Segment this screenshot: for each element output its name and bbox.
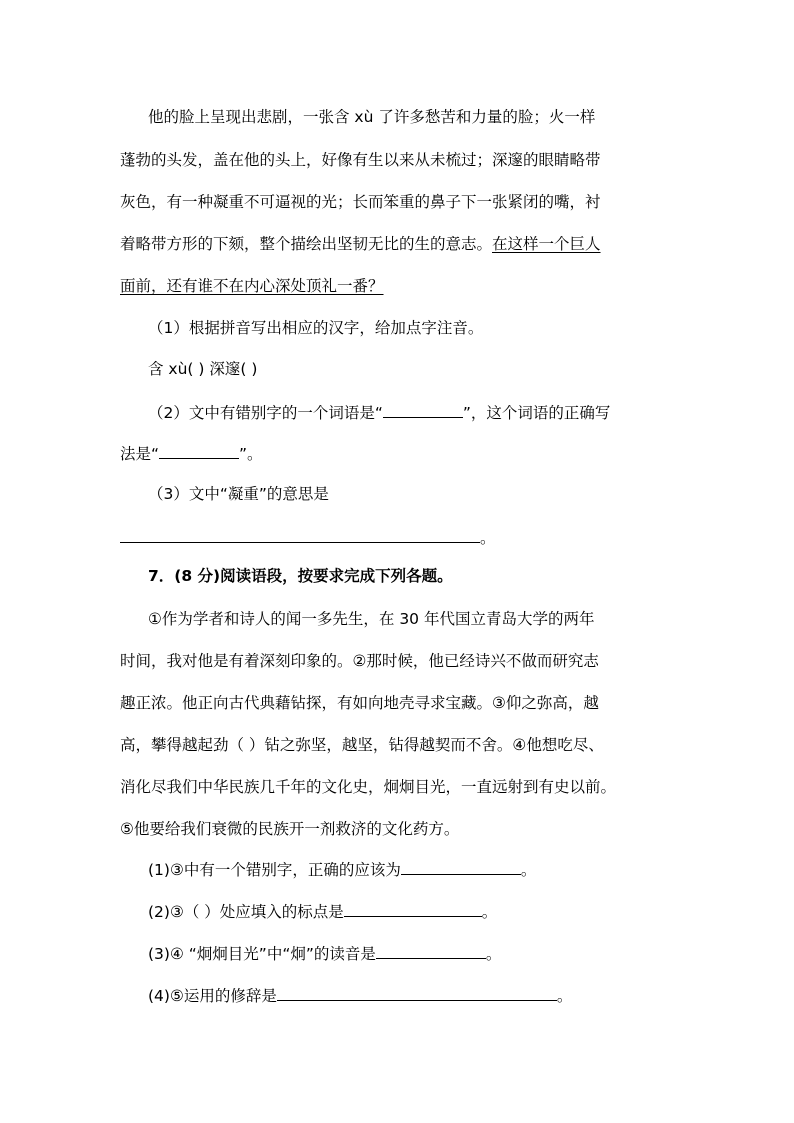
q7-passage-line-2: 时间，我对他是有着深刻印象的。②那时候，他已经诗兴不做而研究志	[120, 652, 599, 670]
q7-sub-1-text: (1)③中有一个错别字，正确的应该为	[148, 861, 401, 879]
q7-passage-line-5: 消化尽我们中华民族几千年的文化史，炯炯目光，一直远射到有史以前。	[120, 778, 617, 796]
passage-line-1: 他的脸上呈现出悲剧，一张含 xù 了许多愁苦和力量的脸；火一样	[148, 108, 596, 126]
answer-blank-pronunciation[interactable]	[376, 942, 486, 959]
q7-sub-3-period: 。	[485, 945, 502, 963]
q6-sub-2-text-tail: 法是“	[120, 445, 160, 463]
answer-blank-correct-word[interactable]	[159, 442, 239, 459]
answer-blank-wrong-word[interactable]	[383, 401, 463, 418]
q6-sub-3: （3）文中“凝重”的意思是	[148, 485, 329, 503]
q6-sub-2-cont	[120, 442, 263, 464]
passage-line-4	[120, 234, 601, 254]
passage-line-3: 灰色，有一种凝重不可逼视的光；长而笨重的鼻子下一张紧闭的嘴，衬	[120, 193, 601, 211]
q7-passage-line-6: ⑤他要给我们衰微的民族开一剂救济的文化药方。	[120, 820, 460, 838]
passage-line-2: 蓬勃的头发，盖在他的头上，好像有生以来从未梳过；深邃的眼睛略带	[120, 151, 601, 169]
q6-sub-1-answer-line: 含 xù( ) 深邃( )	[148, 360, 258, 378]
q6-sub-3-period: 。	[480, 529, 496, 547]
q7-sub-4	[148, 984, 572, 1006]
q6-sub-2-close: ”。	[239, 445, 263, 463]
q6-sub-2-text-cont: ”，这个词语的正确写	[462, 404, 611, 422]
q6-sub-3-answer	[120, 526, 496, 548]
q7-heading: 7．(8 分)阅读语段，按要求完成下列各题。	[148, 567, 453, 585]
q6-sub-2-text: （2）文中有错别字的一个词语是“	[148, 404, 383, 422]
q6-sub-1: （1）根据拼音写出相应的汉字，给加点字注音。	[148, 319, 484, 337]
passage-line-4-text: 着略带方形的下颏，整个描绘出坚韧无比的生的意志。	[120, 235, 493, 253]
q7-passage-line-4: 高，攀得越起劲（ ）钻之弥坚，越坚，钻得越契而不舍。④他想吃尽、	[120, 736, 604, 754]
q7-sub-1-period: 。	[520, 861, 537, 879]
q7-sub-3	[148, 942, 501, 964]
q7-sub-2-period: 。	[481, 903, 498, 921]
answer-blank-meaning[interactable]	[120, 526, 480, 543]
q7-sub-4-period: 。	[556, 987, 573, 1005]
underlined-sentence-end: 面前，还有谁不在内心深处顶礼一番？	[120, 277, 384, 295]
underlined-sentence-start: 在这样一个巨人	[492, 235, 601, 253]
q7-passage-line-1: ①作为学者和诗人的闻一多先生，在 30 年代国立青岛大学的两年	[148, 610, 595, 628]
q7-sub-2-text: (2)③（ ）处应填入的标点是	[148, 903, 344, 921]
answer-blank-rhetoric[interactable]	[277, 984, 557, 1001]
q6-sub-2	[148, 401, 610, 423]
q7-sub-2	[148, 900, 497, 922]
answer-blank-correct-char[interactable]	[401, 858, 521, 875]
q7-sub-1	[148, 858, 536, 880]
answer-blank-punctuation[interactable]	[344, 900, 482, 917]
q7-sub-3-text: (3)④ “炯炯目光”中“炯”的读音是	[148, 945, 376, 963]
q7-sub-4-text: (4)⑤运用的修辞是	[148, 987, 277, 1005]
q7-passage-line-3: 趣正浓。他正向古代典藉钻探，有如向地壳寻求宝藏。③仰之弥高，越	[120, 694, 599, 712]
